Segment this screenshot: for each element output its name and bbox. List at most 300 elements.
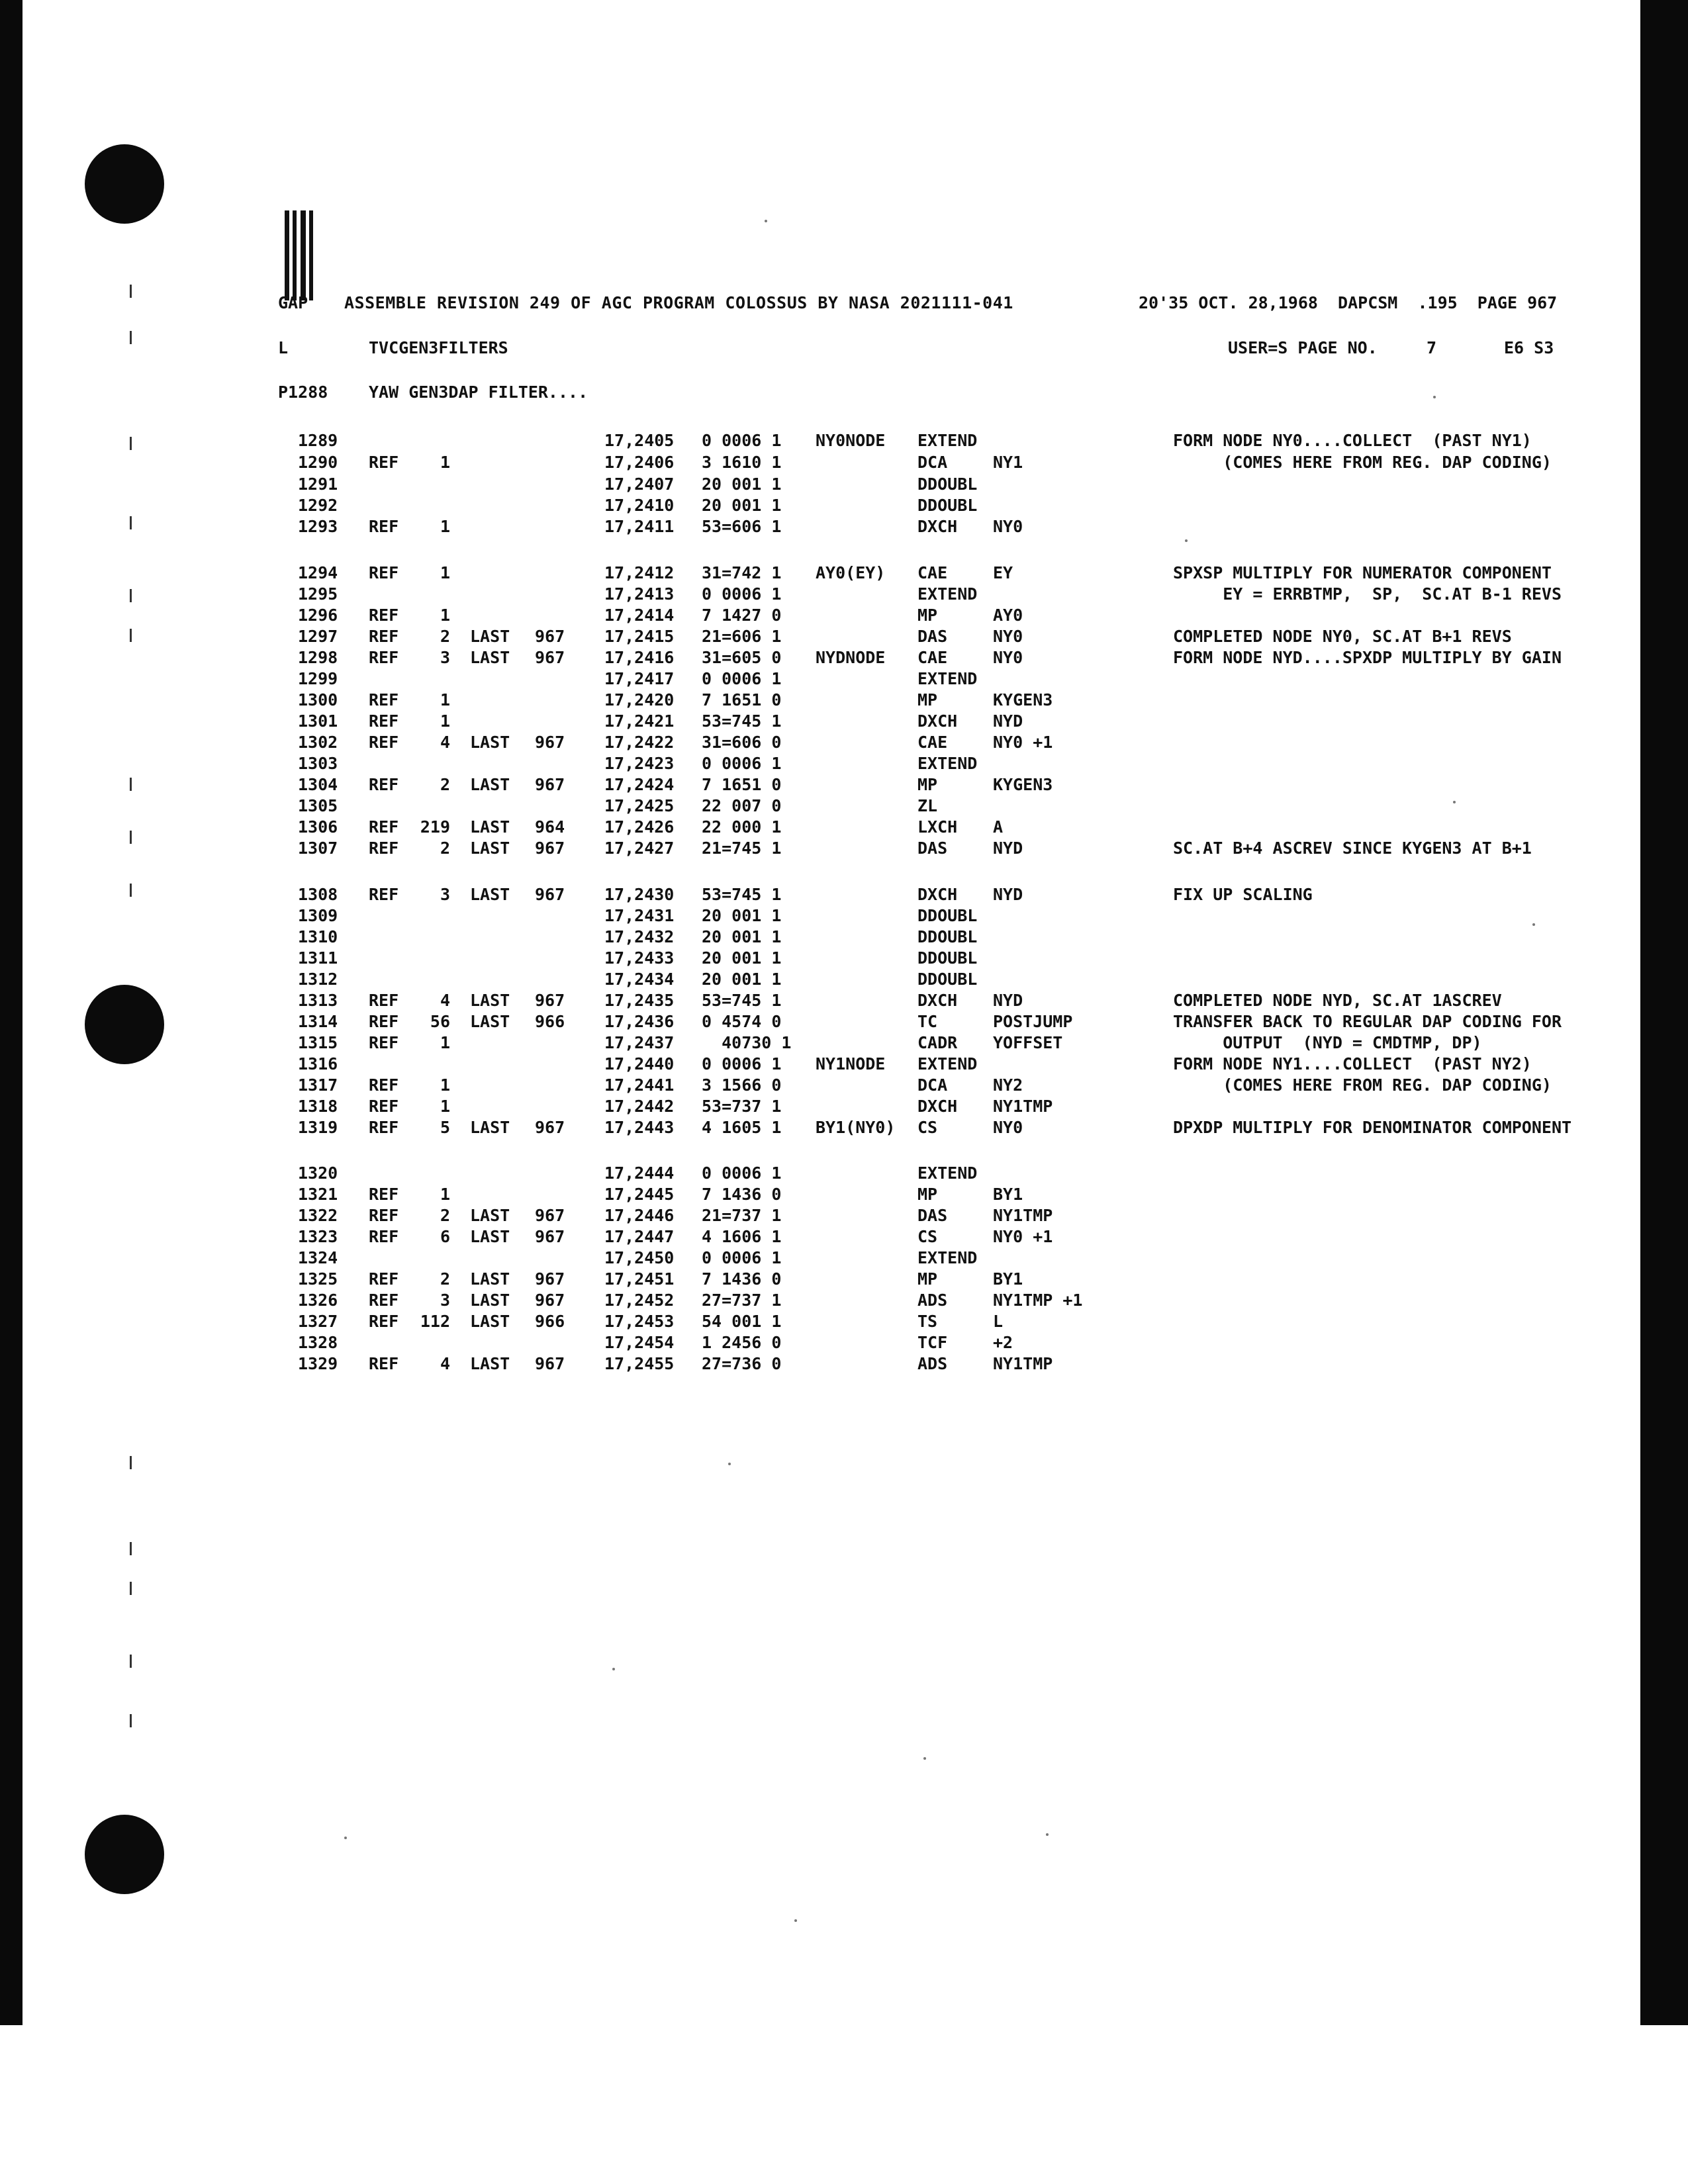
operand: EY [993, 563, 1013, 582]
listing-row [0, 1205, 1655, 1226]
line-number: 1308 [298, 885, 338, 904]
margin-mark [130, 1456, 132, 1469]
octal-word: 20 001 1 [702, 927, 782, 946]
octal-word: 21=745 1 [702, 839, 782, 858]
header-page-num: 967 [1527, 293, 1558, 312]
address: 17,2433 [604, 948, 675, 968]
line-number: 1328 [298, 1333, 338, 1352]
comment: OUTPUT (NYD = CMDTMP, DP) [1173, 1033, 1482, 1052]
line-number: 1291 [298, 475, 338, 494]
line-number: 1317 [298, 1075, 338, 1095]
octal-word: 22 000 1 [702, 817, 782, 837]
ref-keyword: REF [369, 775, 399, 794]
section-marker: L [278, 338, 289, 357]
line-number: 1324 [298, 1248, 338, 1267]
listing-row [0, 1226, 1655, 1248]
operand: L [993, 1312, 1004, 1331]
header-job: DAPCSM [1338, 293, 1398, 312]
opcode: CS [917, 1118, 938, 1137]
last-keyword: LAST [470, 648, 510, 667]
opcode: DDOUBL [917, 475, 978, 494]
opcode: TCF [917, 1333, 948, 1352]
comment: TRANSFER BACK TO REGULAR DAP CODING FOR [1173, 1012, 1562, 1031]
margin-mark [130, 1714, 132, 1727]
symbol-label: NY1NODE [816, 1054, 886, 1073]
octal-word: 22 007 0 [702, 796, 782, 815]
opcode: EXTEND [917, 1054, 978, 1073]
operand: NY0 [993, 627, 1023, 646]
last-page: 967 [535, 648, 565, 667]
ref-keyword: REF [369, 1012, 399, 1031]
listing-row [0, 838, 1655, 859]
opcode: MP [917, 1185, 938, 1204]
line-number: 1294 [298, 563, 338, 582]
opcode: MP [917, 1269, 938, 1289]
line-number: 1299 [298, 669, 338, 688]
listing-row [0, 711, 1655, 732]
address: 17,2446 [604, 1206, 675, 1225]
line-number: 1326 [298, 1291, 338, 1310]
address: 17,2437 [604, 1033, 675, 1052]
address: 17,2417 [604, 669, 675, 688]
line-number: 1316 [298, 1054, 338, 1073]
address: 17,2434 [604, 970, 675, 989]
ref-keyword: REF [369, 648, 399, 667]
opcode: MP [917, 606, 938, 625]
line-number: 1322 [298, 1206, 338, 1225]
ref-keyword: REF [369, 991, 399, 1010]
symbol-label: BY1(NY0) [816, 1118, 896, 1137]
line-number: 1318 [298, 1097, 338, 1116]
line-number: 1290 [298, 453, 338, 472]
header-job-num: .195 [1417, 293, 1458, 312]
line-number: 1319 [298, 1118, 338, 1137]
address: 17,2454 [604, 1333, 675, 1352]
header-title: ASSEMBLE REVISION 249 OF AGC PROGRAM COLOSSUS BY NASA 2021111-041 [344, 293, 1013, 312]
ref-count: 1 [440, 690, 450, 709]
listing-row [0, 584, 1655, 605]
address: 17,2411 [604, 517, 675, 536]
octal-word: 40730 1 [702, 1033, 792, 1052]
line-number: 1309 [298, 906, 338, 925]
listing-row [0, 732, 1655, 753]
opcode: EXTEND [917, 1163, 978, 1183]
ref-count: 4 [440, 991, 450, 1010]
listing-row [0, 626, 1655, 647]
octal-word: 21=737 1 [702, 1206, 782, 1225]
operand: NY0 +1 [993, 1227, 1053, 1246]
operand: NY0 [993, 648, 1023, 667]
octal-word: 0 0006 1 [702, 1054, 782, 1073]
last-page: 966 [535, 1012, 565, 1031]
octal-word: 0 4574 0 [702, 1012, 782, 1031]
opcode: TC [917, 1012, 938, 1031]
octal-word: 1 2456 0 [702, 1333, 782, 1352]
last-page: 967 [535, 775, 565, 794]
opcode: DAS [917, 1206, 948, 1225]
speck [1453, 801, 1456, 803]
last-keyword: LAST [470, 1269, 510, 1289]
listing-row [0, 1032, 1655, 1054]
listing-header [344, 293, 1013, 312]
address: 17,2427 [604, 839, 675, 858]
comment: COMPLETED NODE NYD, SC.AT 1ASCREV [1173, 991, 1502, 1010]
last-keyword: LAST [470, 839, 510, 858]
operand: NY1TMP [993, 1354, 1053, 1373]
ref-count: 56 [430, 1012, 450, 1031]
listing-row [0, 563, 1655, 584]
octal-word: 20 001 1 [702, 475, 782, 494]
address: 17,2455 [604, 1354, 675, 1373]
octal-word: 20 001 1 [702, 970, 782, 989]
operand: NYD [993, 991, 1023, 1010]
opcode: CADR [917, 1033, 958, 1052]
opcode: CAE [917, 733, 948, 752]
last-page: 967 [535, 1206, 565, 1225]
octal-word: 53=745 1 [702, 885, 782, 904]
octal-word: 21=606 1 [702, 627, 782, 646]
operand: KYGEN3 [993, 690, 1053, 709]
ref-keyword: REF [369, 563, 399, 582]
address: 17,2425 [604, 796, 675, 815]
user-page-label: USER=S PAGE NO. [1228, 338, 1378, 357]
listing-row [0, 474, 1655, 495]
symbol-label: NYDNODE [816, 648, 886, 667]
last-keyword: LAST [470, 1118, 510, 1137]
octal-word: 20 001 1 [702, 496, 782, 515]
listing-row [0, 948, 1655, 969]
listing-row [0, 1184, 1655, 1205]
line-number: 1313 [298, 991, 338, 1010]
last-keyword: LAST [470, 1012, 510, 1031]
address: 17,2407 [604, 475, 675, 494]
octal-word: 7 1436 0 [702, 1185, 782, 1204]
symbol-label: NY0NODE [816, 431, 886, 450]
last-page: 967 [535, 839, 565, 858]
last-keyword: LAST [470, 991, 510, 1010]
last-keyword: LAST [470, 1227, 510, 1246]
listing-row [0, 1332, 1655, 1353]
ref-keyword: REF [369, 733, 399, 752]
ref-keyword: REF [369, 839, 399, 858]
address: 17,2432 [604, 927, 675, 946]
ref-count: 219 [420, 817, 450, 837]
comment: COMPLETED NODE NY0, SC.AT B+1 REVS [1173, 627, 1512, 646]
ref-keyword: REF [369, 1097, 399, 1116]
listing-row [0, 1163, 1655, 1184]
operand: NYD [993, 711, 1023, 731]
last-page: 967 [535, 1354, 565, 1373]
listing-row [0, 1269, 1655, 1290]
operand: NY1TMP [993, 1206, 1053, 1225]
operand: POSTJUMP [993, 1012, 1073, 1031]
address: 17,2447 [604, 1227, 675, 1246]
ref-count: 1 [440, 606, 450, 625]
operand: +2 [993, 1333, 1013, 1352]
line-number: 1310 [298, 927, 338, 946]
speck [344, 1837, 347, 1839]
address: 17,2451 [604, 1269, 675, 1289]
last-keyword: LAST [470, 1354, 510, 1373]
address: 17,2420 [604, 690, 675, 709]
octal-word: 20 001 1 [702, 948, 782, 968]
address: 17,2443 [604, 1118, 675, 1137]
ref-count: 2 [440, 839, 450, 858]
address: 17,2430 [604, 885, 675, 904]
listing-row [0, 647, 1655, 668]
address: 17,2441 [604, 1075, 675, 1095]
opcode: DDOUBL [917, 906, 978, 925]
address: 17,2450 [604, 1248, 675, 1267]
comment: FORM NODE NYD....SPXDP MULTIPLY BY GAIN [1173, 648, 1562, 667]
line-number: 1321 [298, 1185, 338, 1204]
line-number: 1295 [298, 584, 338, 604]
line-number: 1311 [298, 948, 338, 968]
listing-row [0, 1311, 1655, 1332]
ref-count: 1 [440, 453, 450, 472]
ref-count: 4 [440, 1354, 450, 1373]
margin-mark [130, 331, 132, 344]
address: 17,2445 [604, 1185, 675, 1204]
octal-word: 7 1436 0 [702, 1269, 782, 1289]
last-page: 967 [535, 885, 565, 904]
speck [1532, 923, 1535, 926]
listing-row [0, 430, 1655, 451]
operand: NY0 [993, 517, 1023, 536]
operand: NY0 +1 [993, 733, 1053, 752]
listing-row [0, 452, 1655, 473]
operand: BY1 [993, 1185, 1023, 1204]
last-keyword: LAST [470, 1206, 510, 1225]
comment: EY = ERRBTMP, SP, SC.AT B-1 REVS [1173, 584, 1562, 604]
octal-word: 0 0006 1 [702, 1163, 782, 1183]
address: 17,2431 [604, 906, 675, 925]
last-keyword: LAST [470, 627, 510, 646]
line-number: 1302 [298, 733, 338, 752]
address: 17,2442 [604, 1097, 675, 1116]
last-page: 967 [535, 991, 565, 1010]
opcode: EXTEND [917, 584, 978, 604]
ref-keyword: REF [369, 817, 399, 837]
ref-count: 4 [440, 733, 450, 752]
ref-keyword: REF [369, 690, 399, 709]
listing-row [0, 1117, 1655, 1138]
operand: NYD [993, 839, 1023, 858]
section-code: E6 S3 [1504, 338, 1554, 357]
address: 17,2423 [604, 754, 675, 773]
ref-keyword: REF [369, 517, 399, 536]
listing-row [0, 516, 1655, 537]
line-number: 1312 [298, 970, 338, 989]
ref-keyword: REF [369, 1033, 399, 1052]
listing-row [0, 690, 1655, 711]
address: 17,2421 [604, 711, 675, 731]
ref-count: 3 [440, 885, 450, 904]
octal-word: 0 0006 1 [702, 669, 782, 688]
address: 17,2410 [604, 496, 675, 515]
speck [765, 220, 767, 222]
opcode: CAE [917, 648, 948, 667]
ref-count: 2 [440, 627, 450, 646]
opcode: EXTEND [917, 669, 978, 688]
last-page: 967 [535, 733, 565, 752]
octal-word: 7 1427 0 [702, 606, 782, 625]
address: 17,2414 [604, 606, 675, 625]
margin-mark [130, 1655, 132, 1668]
speck [612, 1668, 615, 1670]
listing-row [0, 1290, 1655, 1311]
header-right [1139, 293, 1557, 312]
opcode: DDOUBL [917, 927, 978, 946]
octal-word: 53=745 1 [702, 711, 782, 731]
octal-word: 0 0006 1 [702, 584, 782, 604]
listing-row [0, 905, 1655, 927]
opcode: DAS [917, 839, 948, 858]
opcode: DXCH [917, 885, 958, 904]
last-keyword: LAST [470, 733, 510, 752]
ref-keyword: REF [369, 1227, 399, 1246]
operand: A [993, 817, 1004, 837]
operand: NY1TMP [993, 1097, 1053, 1116]
line-number: 1298 [298, 648, 338, 667]
opcode: TS [917, 1312, 938, 1331]
margin-mark [130, 1582, 132, 1595]
opcode: DDOUBL [917, 496, 978, 515]
octal-word: 31=606 0 [702, 733, 782, 752]
address: 17,2406 [604, 453, 675, 472]
listing-row [0, 1353, 1655, 1375]
opcode: CS [917, 1227, 938, 1246]
opcode: DCA [917, 1075, 948, 1095]
speck [794, 1919, 797, 1922]
octal-word: 20 001 1 [702, 906, 782, 925]
ref-count: 5 [440, 1118, 450, 1137]
line-number: 1300 [298, 690, 338, 709]
ref-keyword: REF [369, 627, 399, 646]
ref-keyword: REF [369, 1075, 399, 1095]
last-page: 967 [535, 1291, 565, 1310]
ref-count: 1 [440, 1185, 450, 1204]
opcode: DDOUBL [917, 970, 978, 989]
ref-count: 3 [440, 1291, 450, 1310]
opcode: MP [917, 690, 938, 709]
octal-word: 53=745 1 [702, 991, 782, 1010]
octal-word: 31=605 0 [702, 648, 782, 667]
line-number: 1297 [298, 627, 338, 646]
ref-keyword: REF [369, 1354, 399, 1373]
listing-row [0, 1075, 1655, 1096]
last-page: 964 [535, 817, 565, 837]
last-page: 967 [535, 1227, 565, 1246]
comment: FORM NODE NY0....COLLECT (PAST NY1) [1173, 431, 1532, 450]
ref-count: 3 [440, 648, 450, 667]
ref-count: 1 [440, 517, 450, 536]
listing-row [0, 1096, 1655, 1117]
punch-hole [85, 144, 164, 224]
last-keyword: LAST [470, 775, 510, 794]
ref-count: 6 [440, 1227, 450, 1246]
opcode: LXCH [917, 817, 958, 837]
ref-keyword: REF [369, 606, 399, 625]
last-page: 967 [535, 627, 565, 646]
ref-count: 2 [440, 1206, 450, 1225]
line-number: 1320 [298, 1163, 338, 1183]
ref-count: 1 [440, 563, 450, 582]
comment: FIX UP SCALING [1173, 885, 1313, 904]
speck [1433, 396, 1436, 398]
comment: (COMES HERE FROM REG. DAP CODING) [1173, 453, 1552, 472]
octal-word: 53=606 1 [702, 517, 782, 536]
header-datetime: 20'35 OCT. 28,1968 [1139, 293, 1318, 312]
ref-count: 1 [440, 1097, 450, 1116]
ref-keyword: REF [369, 885, 399, 904]
last-keyword: LAST [470, 885, 510, 904]
section-name: TVCGEN3FILTERS [369, 338, 508, 357]
address: 17,2416 [604, 648, 675, 667]
listing-row [0, 796, 1655, 817]
listing-row [0, 668, 1655, 690]
address: 17,2413 [604, 584, 675, 604]
operand: NY0 [993, 1118, 1023, 1137]
address: 17,2405 [604, 431, 675, 450]
opcode: ZL [917, 796, 938, 815]
listing-row [0, 753, 1655, 774]
comment: FORM NODE NY1....COLLECT (PAST NY2) [1173, 1054, 1532, 1073]
address: 17,2452 [604, 1291, 675, 1310]
speck [1046, 1833, 1049, 1836]
octal-word: 7 1651 0 [702, 775, 782, 794]
octal-word: 0 0006 1 [702, 754, 782, 773]
opcode: CAE [917, 563, 948, 582]
ref-count: 2 [440, 1269, 450, 1289]
line-number: 1293 [298, 517, 338, 536]
comment: SPXSP MULTIPLY FOR NUMERATOR COMPONENT [1173, 563, 1552, 582]
octal-word: 31=742 1 [702, 563, 782, 582]
header-page-label: PAGE [1477, 293, 1518, 312]
ref-keyword: REF [369, 711, 399, 731]
ref-keyword: REF [369, 1118, 399, 1137]
listing-row [0, 1054, 1655, 1075]
opcode: DAS [917, 627, 948, 646]
ref-keyword: REF [369, 1206, 399, 1225]
octal-word: 4 1606 1 [702, 1227, 782, 1246]
opcode: DXCH [917, 517, 958, 536]
octal-word: 3 1610 1 [702, 453, 782, 472]
listing-row [0, 927, 1655, 948]
listing-row [0, 969, 1655, 990]
last-page: 967 [535, 1269, 565, 1289]
octal-word: 54 001 1 [702, 1312, 782, 1331]
margin-mark [130, 1542, 132, 1555]
line-number: 1315 [298, 1033, 338, 1052]
line-number: 1301 [298, 711, 338, 731]
octal-word: 27=737 1 [702, 1291, 782, 1310]
address: 17,2422 [604, 733, 675, 752]
address: 17,2426 [604, 817, 675, 837]
opcode: DCA [917, 453, 948, 472]
operand: KYGEN3 [993, 775, 1053, 794]
line-number: 1304 [298, 775, 338, 794]
octal-word: 4 1605 1 [702, 1118, 782, 1137]
octal-word: 27=736 0 [702, 1354, 782, 1373]
address: 17,2412 [604, 563, 675, 582]
line-number: 1305 [298, 796, 338, 815]
last-keyword: LAST [470, 1312, 510, 1331]
line-number: 1296 [298, 606, 338, 625]
operand: NYD [993, 885, 1023, 904]
line-number: 1314 [298, 1012, 338, 1031]
opcode: DXCH [917, 1097, 958, 1116]
